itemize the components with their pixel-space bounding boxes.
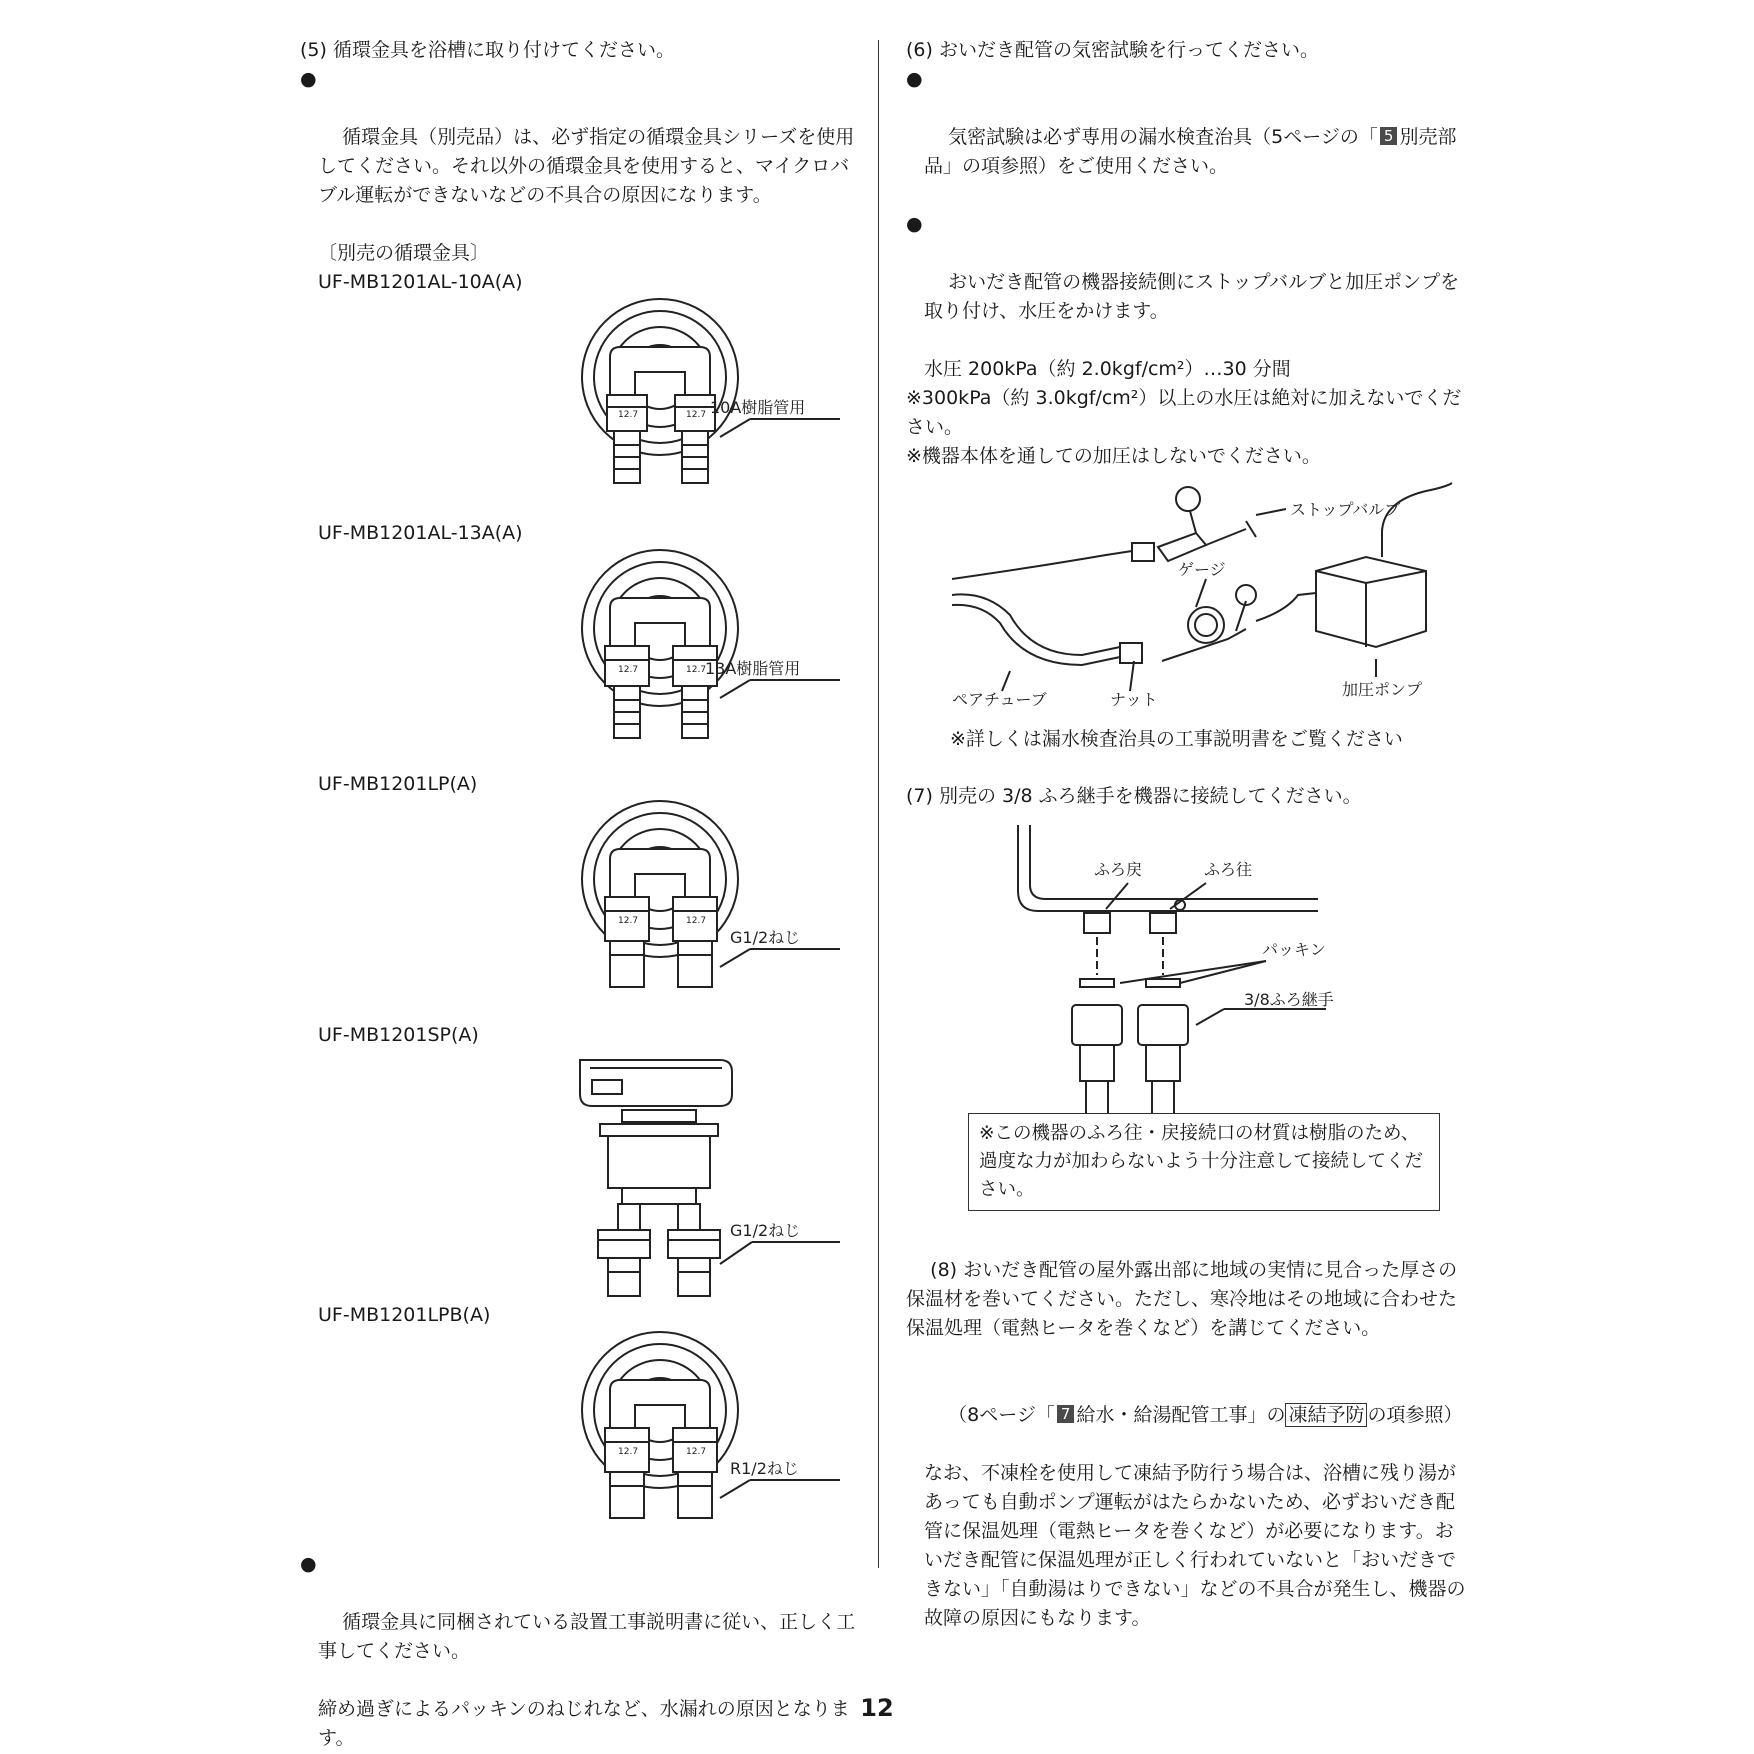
freeze-prevention-tag: 凍結予防 [1285, 1403, 1367, 1427]
section-number-badge: 7 [1057, 1405, 1075, 1423]
bullet-dot: ● [300, 1553, 317, 1575]
section-8-reference [906, 1372, 1466, 1459]
model-name: UF-MB1201SP(A) [318, 1024, 479, 1046]
circulation-fitting-drawing [300, 297, 860, 519]
circulation-fitting-drawing [300, 1330, 860, 1550]
fitting-mark: 12.7 [618, 410, 639, 420]
bullet-text-pre: 気密試験は必ず専用の漏水検査治具（5ページの「 [948, 126, 1378, 148]
fitting-label: 13A樹脂管用 [705, 659, 801, 678]
pressure-test-diagram [906, 471, 1466, 731]
ref-text-post: の項参照） [1367, 1404, 1463, 1426]
column-divider [878, 40, 879, 1568]
section-6-heading: (6) おいだき配管の気密試験を行ってください。 [906, 39, 1319, 61]
caution-text: ※この機器のふろ往・戻接続口の材質は樹脂のため、過度な力が加わらないよう十分注意して接続してください。 [979, 1123, 1424, 1200]
nut-label: ナット [1110, 690, 1158, 709]
bath-joint-drawing [906, 811, 1466, 1113]
bullet-text-post: 別売部品」の項参照）をご使用ください。 [924, 126, 1457, 177]
fitting-figure [300, 799, 860, 1021]
model-name: UF-MB1201AL-10A(A) [318, 271, 523, 293]
section-8-paragraph [906, 1227, 1466, 1372]
pressure-test-drawing [906, 471, 1466, 731]
bullet-item [300, 1550, 860, 1695]
circulation-fitting-drawing [300, 1050, 860, 1301]
supply-label: ふろ往 [1204, 860, 1253, 879]
fitting-figure [300, 297, 860, 519]
fitting-label: R1/2ねじ [730, 1459, 799, 1478]
joint-label: 3/8ふろ継手 [1244, 990, 1334, 1009]
bullet-item [906, 210, 1466, 355]
fitting-label: 10A樹脂管用 [710, 398, 806, 417]
section-7-heading: (7) 別売の 3/8 ふろ継手を機器に接続してください。 [906, 785, 1362, 807]
fitting-mark: 12.7 [618, 916, 639, 926]
bullet-text: 循環金具に同梱されている設置工事説明書に従い、正しく工事してください。 [318, 1611, 856, 1662]
return-label: ふろ戻 [1094, 860, 1143, 879]
note: ※機器本体を通しての加圧はしないでください。 [906, 445, 1321, 467]
fitting-figure [300, 548, 860, 770]
bullet-text: おいだき配管の機器接続側にストップバルブと加圧ポンプを取り付け、水圧をかけます。 [924, 271, 1460, 322]
fitting-mark: 12.7 [618, 665, 639, 675]
ref-text-mid: 給水・給湯配管工事」の [1076, 1404, 1286, 1426]
caution-box [968, 1113, 1440, 1211]
note: ※300kPa（約 3.0kgf/cm²）以上の水圧は絶対に加えないでください。 [906, 387, 1462, 438]
fitting-mark: 12.7 [686, 916, 707, 926]
section-8-continuation: なお、不凍栓を使用して凍結予防行う場合は、浴槽に残り湯があっても自動ポンプ運転がはたらかないため、必ずおいだき配管に保温処理（電熱ヒータを巻くなど）が必要になります。おいだき配管に保温処理が正しく行われていないと「おいだきできない」「自動湯はりできない」などの不具合が発生し、機器の故障の原因にもなります。 [924, 1462, 1466, 1629]
section-8-text: (8) おいだき配管の屋外露出部に地域の実情に見合った厚さの保温材を巻いてください。ただし、寒冷地はその地域に合わせた保温処理（電熱ヒータを巻くなど）を講じてください。 [906, 1259, 1458, 1339]
fitting-mark: 12.7 [618, 1447, 639, 1457]
gauge-label: ゲージ [1178, 560, 1226, 579]
section-number-badge: 5 [1380, 127, 1398, 145]
pair-tube-label: ペアチューブ [952, 690, 1047, 709]
fitting-mark: 12.7 [686, 665, 707, 675]
ref-text-pre: （8ページ「 [948, 1404, 1055, 1426]
packing-label: パッキン [1262, 940, 1326, 959]
bullet-dot: ● [906, 213, 923, 235]
left-column [300, 36, 860, 1753]
bullet-item [906, 65, 1466, 210]
bullet-dot: ● [906, 68, 923, 90]
section-5-heading: (5) 循環金具を浴槽に取り付けてください。 [300, 39, 675, 61]
stop-valve-label: ストップバルブ [1290, 500, 1401, 519]
bullet-dot: ● [300, 68, 317, 90]
pump-label: 加圧ポンプ [1342, 680, 1423, 699]
fitting-mark: 12.7 [686, 410, 707, 420]
fitting-label: G1/2ねじ [730, 928, 801, 947]
bath-joint-diagram [906, 811, 1466, 1113]
bullet-continuation: 締め過ぎによるパッキンのねじれなど、水漏れの原因となります。 [318, 1698, 850, 1749]
bullet-item [300, 65, 860, 239]
diagram-caption: ※詳しくは漏水検査治具の工事説明書をご覧ください [950, 728, 1403, 750]
page-number: 12 [860, 1694, 894, 1722]
separate-items-label: 〔別売の循環金具〕 [318, 242, 490, 264]
model-name: UF-MB1201LP(A) [318, 773, 478, 795]
model-name: UF-MB1201LPB(A) [318, 1304, 491, 1326]
right-column [906, 36, 1466, 1633]
fitting-figure [300, 1330, 860, 1550]
circulation-fitting-drawing [300, 548, 860, 770]
fitting-figure [300, 1050, 860, 1301]
circulation-fitting-drawing [300, 799, 860, 1021]
fitting-label: G1/2ねじ [730, 1221, 801, 1240]
pressure-spec: 水圧 200kPa（約 2.0kgf/cm²）…30 分間 [924, 358, 1291, 380]
model-name: UF-MB1201AL-13A(A) [318, 522, 523, 544]
bullet-text: 循環金具（別売品）は、必ず指定の循環金具シリーズを使用してください。それ以外の循環金具を使用すると、マイクロバブル運転ができないなどの不具合の原因になります。 [318, 126, 855, 206]
fitting-mark: 12.7 [686, 1447, 707, 1457]
